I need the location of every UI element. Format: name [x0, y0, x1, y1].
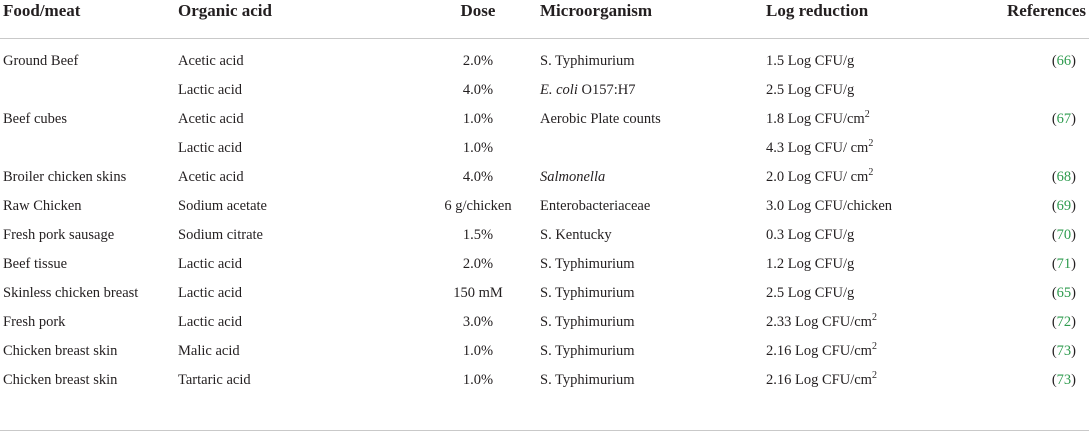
ref-close-paren: )	[1071, 227, 1076, 243]
cell-microorganism: S. Typhimurium	[540, 343, 635, 359]
header-microorganism: Microorganism	[540, 0, 766, 39]
cell-organic-acid: Lactic acid	[178, 140, 242, 156]
cell-log-reduction: 1.2 Log CFU/g	[766, 256, 855, 272]
cell-organic-acid: Acetic acid	[178, 169, 244, 185]
ref-close-paren: )	[1071, 285, 1076, 301]
ref-close-paren: )	[1071, 53, 1076, 69]
cell-microorganism: S. Typhimurium	[540, 372, 635, 388]
cell-organic-acid: Acetic acid	[178, 53, 244, 69]
cell-organic-acid: Lactic acid	[178, 285, 242, 301]
cell-organic-acid: Sodium citrate	[178, 227, 263, 243]
cell-microorganism: S. Typhimurium	[540, 53, 635, 69]
cell-microorganism: S. Typhimurium	[540, 314, 635, 330]
cell-organic-acid: Lactic acid	[178, 314, 242, 330]
cell-reference	[966, 279, 1089, 308]
log-value: 1.8 Log CFU/cm	[766, 111, 865, 127]
reference-link[interactable]: 71	[1056, 256, 1072, 272]
reference-link[interactable]: 66	[1056, 53, 1072, 69]
header-dose: Dose	[368, 0, 540, 39]
table-header	[0, 0, 1089, 39]
table-body	[0, 39, 1089, 396]
cell-microorganism	[540, 163, 766, 192]
microorganism-italic: E. coli	[540, 82, 578, 98]
cell-dose: 1.0%	[462, 111, 494, 127]
unit-superscript: 2	[871, 341, 877, 352]
ref-open-paren: (	[1051, 198, 1057, 214]
ref-open-paren: (	[1051, 314, 1057, 330]
ref-close-paren: )	[1071, 169, 1076, 185]
cell-log-reduction: 1.5 Log CFU/g	[766, 53, 855, 69]
cell-microorganism: Enterobacteriaceae	[540, 198, 651, 214]
header-references: References	[966, 0, 1089, 39]
cell-food: Fresh pork	[3, 314, 66, 330]
cell-log-reduction	[766, 308, 966, 337]
cell-food: Chicken breast skin	[3, 343, 118, 359]
cell-dose: 1.5%	[462, 227, 494, 243]
cell-food: Broiler chicken skins	[3, 169, 127, 185]
ref-open-paren: (	[1051, 343, 1057, 359]
cell-reference	[966, 250, 1089, 279]
cell-dose: 150 mM	[453, 285, 503, 301]
cell-dose: 6 g/chicken	[444, 198, 512, 214]
cell-reference	[966, 221, 1089, 250]
ref-open-paren: (	[1051, 285, 1057, 301]
table-row	[0, 250, 1089, 279]
reference-link[interactable]: 67	[1056, 111, 1072, 127]
cell-log-reduction: 0.3 Log CFU/g	[766, 227, 855, 243]
ref-open-paren: (	[1051, 372, 1057, 388]
cell-organic-acid: Malic acid	[178, 343, 240, 359]
unit-superscript: 2	[871, 312, 877, 323]
cell-dose: 1.0%	[462, 343, 494, 359]
ref-open-paren: (	[1051, 53, 1057, 69]
table-row	[0, 163, 1089, 192]
ref-open-paren: (	[1051, 169, 1057, 185]
header-log-reduction: Log reduction	[766, 0, 966, 39]
cell-dose: 1.0%	[462, 372, 494, 388]
cell-log-reduction: 2.5 Log CFU/g	[766, 82, 855, 98]
ref-open-paren: (	[1051, 227, 1057, 243]
table-row	[0, 221, 1089, 250]
ref-open-paren: (	[1051, 256, 1057, 272]
cell-food: Beef cubes	[3, 111, 68, 127]
header-row	[0, 0, 1089, 39]
cell-reference	[966, 192, 1089, 221]
microorganism-italic: Salmonella	[540, 169, 606, 185]
cell-reference	[966, 39, 1089, 77]
table-row	[0, 308, 1089, 337]
header-organic-acid: Organic acid	[178, 0, 368, 39]
ref-close-paren: )	[1071, 256, 1076, 272]
cell-reference	[966, 337, 1089, 366]
table-row	[0, 39, 1089, 77]
table-row	[0, 76, 1089, 105]
reference-link[interactable]: 69	[1056, 198, 1072, 214]
reference-link[interactable]: 72	[1056, 314, 1072, 330]
reference-link[interactable]: 73	[1056, 372, 1072, 388]
cell-microorganism: Aerobic Plate counts	[540, 111, 661, 127]
cell-food	[0, 134, 178, 163]
cell-food: Skinless chicken breast	[3, 285, 139, 301]
cell-food	[0, 76, 178, 105]
cell-microorganism: S. Typhimurium	[540, 285, 635, 301]
table-row	[0, 279, 1089, 308]
cell-dose: 4.0%	[462, 82, 494, 98]
cell-food: Fresh pork sausage	[3, 227, 115, 243]
table-row	[0, 105, 1089, 134]
table-row	[0, 134, 1089, 163]
log-value: 2.16 Log CFU/cm	[766, 343, 872, 359]
cell-microorganism	[540, 76, 766, 105]
cell-microorganism: S. Typhimurium	[540, 256, 635, 272]
ref-close-paren: )	[1071, 111, 1076, 127]
ref-close-paren: )	[1071, 314, 1076, 330]
header-food: Food/meat	[0, 0, 178, 39]
cell-food: Chicken breast skin	[3, 372, 118, 388]
table-row	[0, 192, 1089, 221]
cell-dose: 1.0%	[462, 140, 494, 156]
cell-reference	[966, 163, 1089, 192]
unit-superscript: 2	[868, 138, 874, 149]
cell-reference	[966, 105, 1089, 134]
cell-microorganism	[540, 134, 766, 163]
cell-log-reduction	[766, 134, 966, 163]
table-row	[0, 337, 1089, 366]
ref-close-paren: )	[1071, 343, 1076, 359]
ref-open-paren: (	[1051, 111, 1057, 127]
cell-log-reduction	[766, 163, 966, 192]
cell-log-reduction: 3.0 Log CFU/chicken	[766, 198, 893, 214]
cell-dose: 3.0%	[462, 314, 494, 330]
cell-microorganism: S. Kentucky	[540, 227, 612, 243]
unit-superscript: 2	[864, 109, 870, 120]
cell-organic-acid: Lactic acid	[178, 256, 242, 272]
log-value: 2.16 Log CFU/cm	[766, 372, 872, 388]
cell-log-reduction	[766, 366, 966, 395]
cell-dose: 2.0%	[462, 53, 494, 69]
cell-log-reduction: 2.5 Log CFU/g	[766, 285, 855, 301]
log-value: 2.33 Log CFU/cm	[766, 314, 872, 330]
cell-dose: 4.0%	[462, 169, 494, 185]
cell-organic-acid: Tartaric acid	[178, 372, 251, 388]
cell-log-reduction	[766, 105, 966, 134]
reference-link[interactable]: 73	[1056, 343, 1072, 359]
reference-link[interactable]: 70	[1056, 227, 1072, 243]
table-bottom-rule	[0, 430, 1089, 431]
unit-superscript: 2	[871, 370, 877, 381]
cell-food: Beef tissue	[3, 256, 68, 272]
log-value: 2.0 Log CFU/ cm	[766, 169, 869, 185]
cell-food: Raw Chicken	[3, 198, 82, 214]
cell-reference	[966, 76, 1089, 105]
cell-organic-acid: Acetic acid	[178, 111, 244, 127]
log-value: 4.3 Log CFU/ cm	[766, 140, 869, 156]
cell-reference	[966, 308, 1089, 337]
cell-dose: 2.0%	[462, 256, 494, 272]
ref-close-paren: )	[1071, 198, 1076, 214]
cell-organic-acid: Sodium acetate	[178, 198, 267, 214]
microorganism-strain: O157:H7	[577, 82, 636, 98]
cell-organic-acid: Lactic acid	[178, 82, 242, 98]
ref-close-paren: )	[1071, 372, 1076, 388]
cell-food: Ground Beef	[3, 53, 79, 69]
unit-superscript: 2	[868, 167, 874, 178]
cell-reference	[966, 366, 1089, 395]
table-row	[0, 366, 1089, 395]
reference-link[interactable]: 65	[1056, 285, 1072, 301]
cell-reference	[966, 134, 1089, 163]
reference-link[interactable]: 68	[1056, 169, 1072, 185]
cell-log-reduction	[766, 337, 966, 366]
